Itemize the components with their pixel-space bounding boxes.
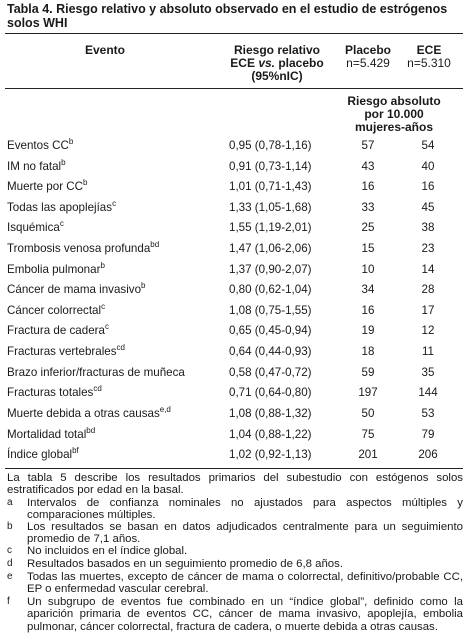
notes-intro: La tabla 5 describe los resultados primarios del subestudio con estógenos solos estratificados por edad en la basal.	[7, 472, 463, 497]
footnote-key: b	[7, 521, 13, 532]
row-ece-value: 206	[418, 448, 438, 462]
row-event-label: Muerte debida a otras causas$^{e,d}$	[7, 404, 171, 420]
row-ece-value: 11	[421, 345, 435, 359]
row-relative-risk: 0,71 (0,64-0,80)	[229, 386, 312, 400]
row-placebo-value: 75	[361, 427, 375, 441]
row-event-label: Fracturas vertebrales$^{cd}$	[7, 343, 125, 359]
row-ece-value: 53	[421, 406, 435, 420]
row-ece-value: 45	[421, 200, 435, 214]
table-bottom-rule	[5, 468, 463, 469]
table-body	[0, 136, 467, 466]
table-row	[0, 280, 467, 301]
table-top-rule	[5, 33, 463, 34]
row-ece-value: 35	[421, 365, 435, 379]
header-ece-n: n=5.310	[407, 56, 451, 70]
row-placebo-value: 33	[361, 200, 375, 214]
row-event-label: Trombosis venosa profunda$^{bd}$	[7, 240, 160, 256]
row-event-label: Todas las apoplejías$^c$	[7, 198, 117, 214]
table-row	[0, 136, 467, 157]
row-relative-risk: 1,37 (0,90-2,07)	[229, 262, 312, 276]
row-placebo-value: 201	[358, 448, 378, 462]
row-relative-risk: 1,47 (1,06-2,06)	[229, 242, 312, 256]
row-placebo-value: 18	[361, 345, 375, 359]
footnote-text: No incluidos en el índice global.	[27, 545, 188, 557]
row-placebo-value: 197	[358, 386, 378, 400]
row-event-label: Cáncer de mama invasivo$^b$	[7, 281, 146, 297]
header-abs-line3: mujeres-años	[354, 120, 434, 134]
table-row	[0, 218, 467, 239]
row-event-label: Fractura de cadera$^c$	[7, 322, 109, 338]
footnote-key: e	[7, 571, 13, 582]
header-abs-line1: Riesgo absoluto	[347, 94, 441, 108]
table-row	[0, 198, 467, 219]
row-ece-value: 12	[421, 324, 435, 338]
header-absolute-risk	[330, 95, 458, 134]
row-placebo-value: 50	[361, 406, 375, 420]
row-ece-value: 14	[421, 262, 435, 276]
row-placebo-value: 25	[361, 221, 375, 235]
row-relative-risk: 0,65 (0,45-0,94)	[229, 324, 312, 338]
row-placebo-value: 16	[361, 303, 375, 317]
table-row	[0, 321, 467, 342]
row-event-label: Fracturas totales$^{cd}$	[7, 384, 102, 400]
header-placebo-label: Placebo	[344, 43, 392, 57]
row-placebo-value: 43	[361, 159, 375, 173]
table-row	[0, 363, 467, 384]
row-relative-risk: 0,64 (0,44-0,93)	[229, 345, 312, 359]
header-rr-vs: vs.	[258, 56, 275, 70]
header-placebo-n: n=5.429	[346, 56, 390, 70]
table-row	[0, 383, 467, 404]
row-relative-risk: 1,02 (0,92-1,13)	[229, 448, 312, 462]
header-rr-ece: ECE	[230, 56, 259, 70]
row-ece-value: 23	[421, 242, 435, 256]
header-placebo	[336, 44, 400, 70]
table-row	[0, 301, 467, 322]
header-rr-line1: Riesgo relativo	[233, 43, 321, 57]
row-event-label: Cáncer colorrectal$^c$	[7, 301, 106, 317]
table-row	[0, 342, 467, 363]
row-event-label: IM no fatal$^b$	[7, 157, 66, 173]
row-ece-value: 79	[421, 427, 435, 441]
row-event-label: Brazo inferior/fracturas de muñeca	[7, 365, 185, 379]
header-rr-line3: (95%nIC)	[251, 69, 303, 83]
row-relative-risk: 0,80 (0,62-1,04)	[229, 283, 312, 297]
row-relative-risk: 1,33 (1,05-1,68)	[229, 200, 312, 214]
footnote-text: Resultados basados en un seguimiento promedio de 6,8 años.	[27, 558, 343, 570]
footnote-text: Todas las muertes, excepto de cáncer de mama o colorrectal, definitivo/probable CC, EP o enfermedad vascular cerebral.	[27, 571, 463, 596]
table-row	[0, 445, 467, 466]
row-ece-value: 16	[421, 180, 435, 194]
footnote-key: a	[7, 497, 13, 508]
row-placebo-value: 59	[361, 365, 375, 379]
row-relative-risk: 1,08 (0,88-1,32)	[229, 406, 312, 420]
table-row	[0, 239, 467, 260]
footnote-key: c	[7, 545, 12, 556]
table-row	[0, 404, 467, 425]
row-relative-risk: 1,55 (1,19-2,01)	[229, 221, 312, 235]
footnote-text: Un subgrupo de eventos fue combinado en un “índice global”, definido como la aparición primaria de eventos CC, cáncer de mama invasivo, apoplejía, embolia pulmonar, cáncer colorrectal, fractura de cadera, o muerte debida a otras causas.	[27, 596, 463, 633]
header-abs-line2: por 10.000	[364, 107, 424, 121]
row-relative-risk: 1,01 (0,71-1,43)	[229, 180, 312, 194]
row-ece-value: 38	[421, 221, 435, 235]
row-ece-value: 54	[421, 139, 435, 152]
footnote-key: d	[7, 558, 13, 569]
header-rule	[5, 88, 463, 89]
row-ece-value: 17	[421, 303, 435, 317]
row-relative-risk: 0,58 (0,47-0,72)	[229, 365, 312, 379]
row-ece-value: 144	[418, 386, 438, 400]
header-ece-label: ECE	[416, 43, 442, 57]
table-row	[0, 157, 467, 178]
row-event-label: Índice global$^{bf}$	[7, 446, 79, 462]
header-rr-placebo: placebo	[275, 56, 324, 70]
footnote-text: Los resultados se basan en datos adjudicados centralmente para un seguimiento promedio de 7,1 años.	[27, 521, 463, 546]
row-event-label: Isquémica$^c$	[7, 219, 64, 235]
table-row	[0, 425, 467, 446]
row-placebo-value: 19	[361, 324, 375, 338]
row-event-label: Muerte por $CC^b$	[7, 178, 88, 194]
row-event-label: Mortalidad total$^{bd}$	[7, 425, 96, 441]
table-row	[0, 177, 467, 198]
row-relative-risk: 1,08 (0,75-1,55)	[229, 303, 312, 317]
row-relative-risk: 1,04 (0,88-1,22)	[229, 427, 312, 441]
header-ece	[400, 44, 458, 70]
row-relative-risk: 0,95 (0,78-1,16)	[229, 139, 312, 152]
row-ece-value: 28	[421, 283, 435, 297]
row-placebo-value: 34	[361, 283, 375, 297]
footnote-key: f	[7, 596, 10, 607]
row-placebo-value: 57	[361, 139, 375, 152]
footnote-text: Intervalos de confianza nominales no ajustados para aspectos múltiples y comparaciones múltiples.	[27, 497, 463, 522]
table-row	[0, 260, 467, 281]
row-placebo-value: 15	[361, 242, 375, 256]
header-relative-risk	[214, 44, 340, 83]
row-placebo-value: 10	[361, 262, 375, 276]
header-event: Evento	[85, 43, 126, 57]
table-title: Tabla 4. Riesgo relativo y absoluto observado en el estudio de estrógenos solos WHI	[7, 2, 448, 30]
row-relative-risk: 0,91 (0,73-1,14)	[229, 159, 312, 173]
row-event-label: Embolia pulmonar$^b$	[7, 260, 105, 276]
row-placebo-value: 16	[361, 180, 375, 194]
row-ece-value: 40	[421, 159, 435, 173]
row-event-label: Eventos $CC^b$	[7, 137, 74, 152]
